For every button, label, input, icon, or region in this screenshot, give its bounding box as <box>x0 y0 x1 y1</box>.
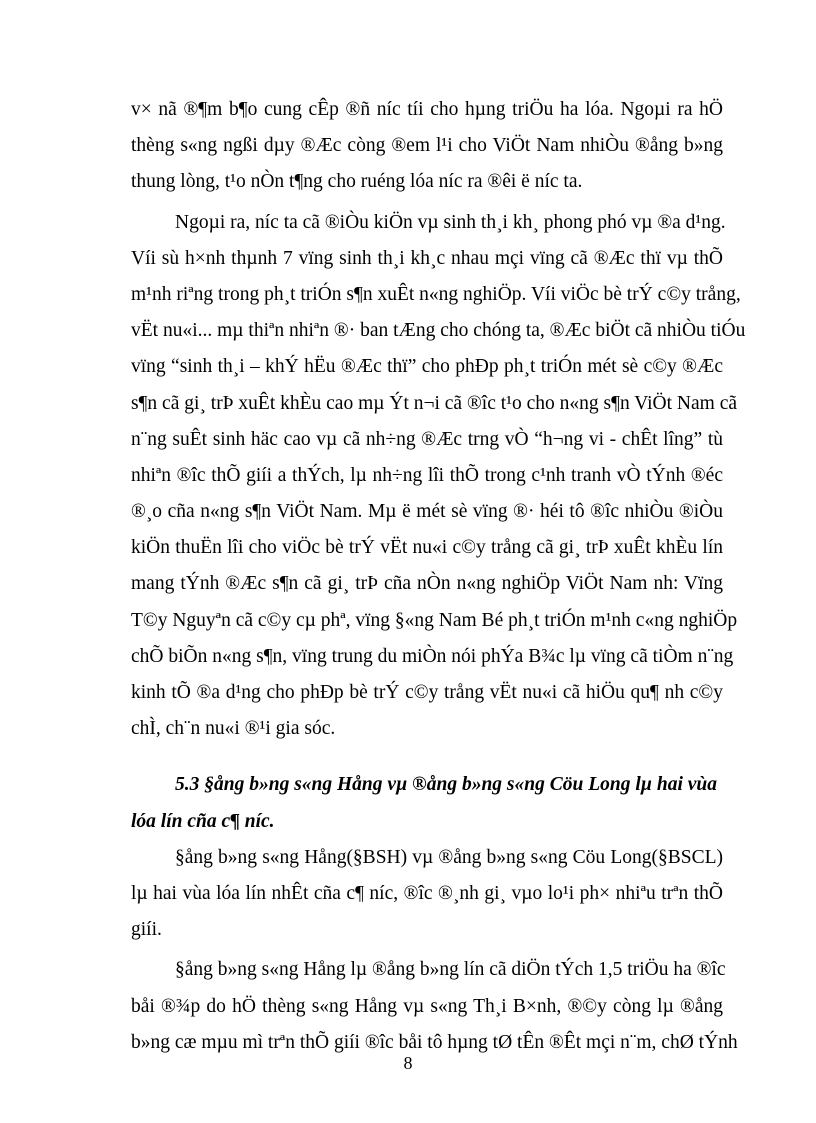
text-line: kinh tÕ ®a d¹ng cho phÐp bè trÝ c©y trång vËt nu«i cã hiÖu qu¶ nh c©y <box>131 682 723 703</box>
page-number: 8 <box>403 1053 413 1073</box>
text-line: chÕ biÕn n«ng s¶n, vïng trung du miÒn nói phÝa B¾c lµ vïng cã tiÒm n¨ng <box>131 645 734 667</box>
text-line: giíi. <box>131 919 162 941</box>
text-line: vïng “sinh th¸i – khÝ hËu ®Æc thï” cho phÐp ph¸t triÓn mét sè c©y ®Æc <box>131 356 723 378</box>
paragraph <box>131 92 723 201</box>
text-line: §ång b»ng s«ng Hång(§BSH) vµ ®ång b»ng s«ng Cöu Long(§BSCL) <box>175 846 723 868</box>
text-line: ®¸o cña n«ng s¶n ViÖt Nam. Mµ ë mét sè vïng ®· héi tô ®îc nhiÒu ®iÒu <box>131 501 723 523</box>
text-line: Ngoµi ra, níc ta cã ®iÒu kiÖn vµ sinh th¸i kh¸ phong phó vµ ®a d¹ng. <box>175 211 726 233</box>
heading-line: lóa lín cña c¶ níc. <box>131 810 275 832</box>
text-line: s¶n cã gi¸ trÞ xuÊt khÈu cao mµ Ýt n¬i cã ®îc t¹o cho n«ng s¶n ViÖt Nam cã <box>131 392 738 414</box>
text-line: vËt nu«i... mµ thiªn nhiªn ®· ban tÆng cho chóng ta, ®Æc biÖt cã nhiÒu tiÓu <box>131 320 746 342</box>
text-line: b»ng cæ mµu mì trªn thÕ giíi ®îc båi tô hµng tØ tÊn ®Êt mçi n¨m, chØ tÝnh <box>131 1031 738 1053</box>
text-line: nhiªn ®îc thÕ giíi a thÝch, lµ nh÷ng lîi thÕ trong c¹nh tranh vÒ tÝnh ®éc <box>131 464 723 486</box>
text-line: chÌ, ch¨n nu«i ®¹i gia sóc. <box>131 718 336 740</box>
text-line: n¨ng suÊt sinh häc cao vµ cã nh÷ng ®Æc trng vÒ “h¬ng vi - chÊt lîng” tù <box>131 428 723 450</box>
text-line: mang tÝnh ®Æc s¶n cã gi¸ trÞ cña nÒn n«ng nghiÖp ViÖt Nam nh: Vïng <box>131 573 723 595</box>
text-line: v× nã ®¶m b¶o cung cÊp ®ñ níc tíi cho hµng triÖu ha lóa. Ngoµi ra hÖ <box>131 99 723 120</box>
paragraph <box>131 205 746 748</box>
text-line: §ång b»ng s«ng Hång lµ ®ång b»ng lín cã diÖn tÝch 1,5 triÖu ha ®îc <box>175 959 726 981</box>
text-line: kiÖn thuËn lîi cho viÖc bè trÝ vËt nu«i c©y trång cã gi¸ trÞ xuÊt khÈu lín <box>131 537 723 559</box>
heading-line: 5.3 §ång b»ng s«ng Hång vµ ®ång b»ng s«ng Cöu Long lµ hai vùa <box>175 774 717 796</box>
text-line: Víi sù h×nh thµnh 7 vïng sinh th¸i kh¸c nhau mçi vïng cã ®Æc thï vµ thÕ <box>131 247 723 269</box>
text-line: T©y Nguyªn cã c©y cµ phª, vïng §«ng Nam Bé ph¸t triÓn m¹nh c«ng nghiÖp <box>131 609 738 631</box>
text-line: thung lòng, t¹o nÒn t¶ng cho ruéng lóa níc ra ®êi ë níc ta. <box>131 171 583 193</box>
text-line: lµ hai vùa lóa lín nhÊt cña c¶ níc, ®îc ®¸nh gi¸ vµo lo¹i ph× nhiªu trªn thÕ <box>131 882 723 904</box>
text-line: båi ®¾p do hÖ thèng s«ng Hång vµ s«ng Th¸i B×nh, ®©y còng lµ ®ång <box>131 995 723 1017</box>
section-heading <box>131 767 723 839</box>
text-line: m¹nh riªng trong ph¸t triÓn s¶n xuÊt n«ng nghiÖp. Víi viÖc bè trÝ c©y trång, <box>131 283 741 305</box>
text-line: thèng s«ng ngßi dµy ®Æc còng ®em l¹i cho ViÖt Nam nhiÒu ®ång b»ng <box>131 135 723 157</box>
paragraph <box>131 952 738 1061</box>
body-text <box>131 92 746 1061</box>
paragraph <box>131 840 723 949</box>
